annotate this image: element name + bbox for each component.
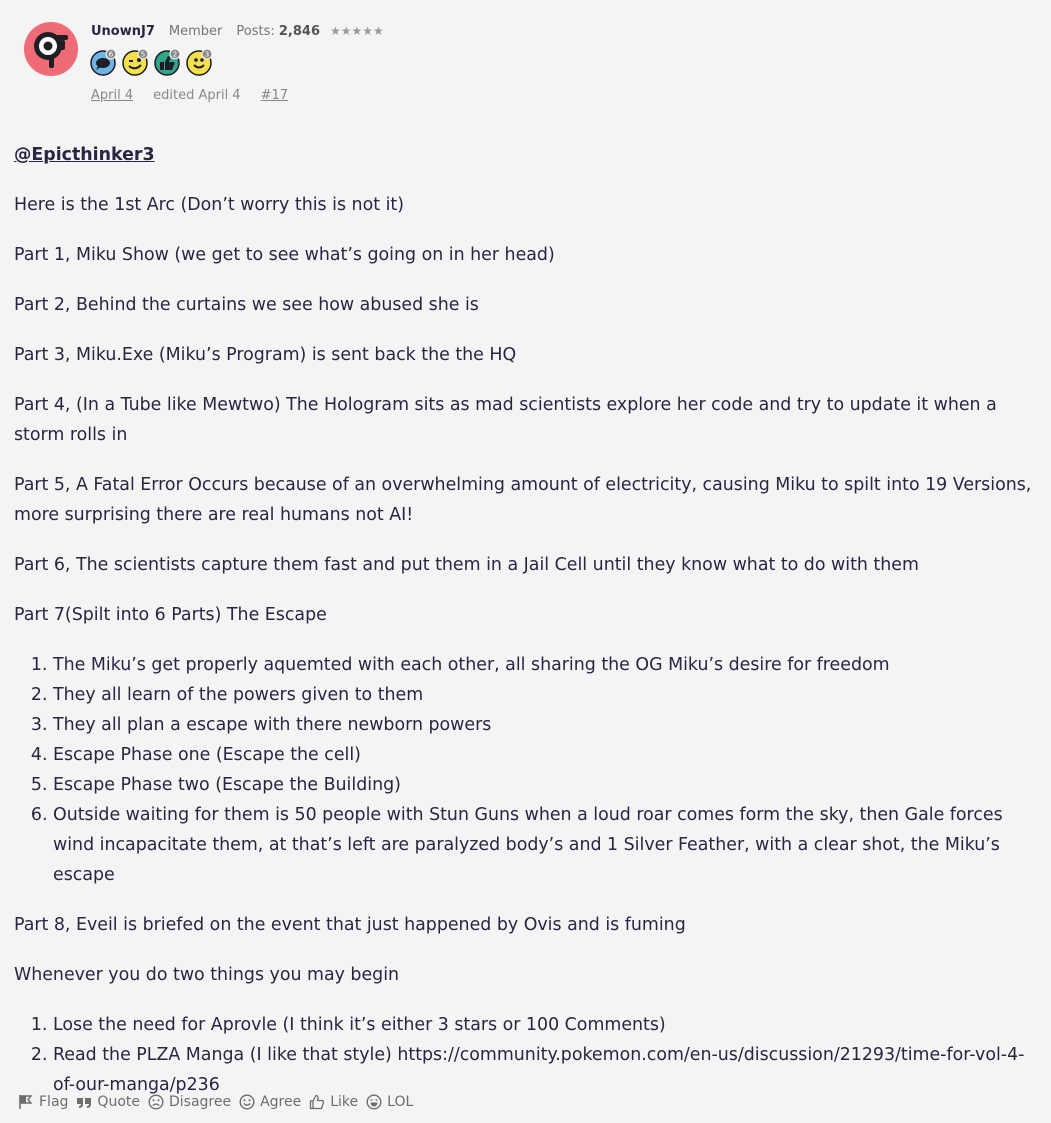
post-date-link[interactable]: April 4 bbox=[91, 88, 134, 103]
badge-number: 6 bbox=[108, 50, 114, 59]
thumbs-up-icon bbox=[309, 1094, 325, 1110]
thumbs-up-badge-icon[interactable] bbox=[154, 48, 182, 76]
lol-button[interactable] bbox=[366, 1094, 413, 1110]
paragraph: Part 4, (In a Tube like Mewtwo) The Hologram sits as mad scientists explore her code and try to update it when a storm rolls in bbox=[14, 395, 997, 445]
permalink[interactable]: #17 bbox=[260, 88, 289, 103]
quote-label: Quote bbox=[97, 1094, 140, 1110]
paragraph: Part 3, Miku.Exe (Miku’s Program) is sent back the the HQ bbox=[14, 345, 517, 365]
badge-number: 3 bbox=[204, 50, 210, 59]
badge-number: 5 bbox=[140, 50, 146, 59]
agree-label: Agree bbox=[260, 1094, 302, 1110]
list-item: 2. They all learn of the powers given to them bbox=[53, 680, 1039, 710]
escape-list bbox=[14, 650, 1039, 890]
list-item: 3. They all plan a escape with there newborn powers bbox=[53, 710, 1039, 740]
list-item: 4. Escape Phase one (Escape the cell) bbox=[53, 740, 1039, 770]
agree-button[interactable] bbox=[239, 1094, 301, 1110]
smile-badge-icon[interactable] bbox=[186, 48, 214, 76]
rank-stars: ★★★★★ bbox=[330, 24, 384, 38]
like-label: Like bbox=[330, 1094, 359, 1110]
user-avatar[interactable] bbox=[24, 22, 78, 76]
flag-button[interactable] bbox=[18, 1094, 68, 1110]
post-header bbox=[22, 20, 722, 115]
laugh-icon bbox=[366, 1094, 382, 1110]
paragraph: Whenever you do two things you may begin bbox=[14, 965, 400, 985]
like-button[interactable] bbox=[309, 1094, 358, 1110]
posts-label: Posts: bbox=[236, 24, 275, 39]
author-meta bbox=[91, 24, 384, 39]
paragraph: Here is the 1st Arc (Don’t worry this is not it) bbox=[14, 195, 404, 215]
posts-value: 2,846 bbox=[278, 24, 320, 39]
post-date-row bbox=[91, 88, 288, 103]
list-item: 1. The Miku’s get properly aquemted with each other, all sharing the OG Miku’s desire for freedom bbox=[53, 650, 1039, 680]
disagree-label: Disagree bbox=[168, 1094, 232, 1110]
paragraph: Part 5, A Fatal Error Occurs because of an overwhelming amount of electricity, causing Miku to spilt into 19 Versions, more surprising there are real humans not AI! bbox=[14, 475, 1032, 525]
disagree-button[interactable] bbox=[148, 1094, 231, 1110]
user-role: Member bbox=[168, 24, 223, 39]
list-item: 2. Read the PLZA Manga (I like that style) https://community.pokemon.com/en-us/discussion/21293/time-for-vol-4-of-our-manga/p236 bbox=[53, 1040, 1039, 1100]
flag-icon bbox=[18, 1094, 34, 1110]
quote-icon bbox=[76, 1094, 92, 1110]
flag-label: Flag bbox=[39, 1094, 69, 1110]
list-item: 5. Escape Phase two (Escape the Building) bbox=[53, 770, 1039, 800]
quote-button[interactable] bbox=[76, 1094, 140, 1110]
post-count bbox=[236, 24, 320, 39]
paragraph: Part 7(Spilt into 6 Parts) The Escape bbox=[14, 605, 327, 625]
edited-label: edited April 4 bbox=[153, 88, 241, 103]
list-item: 1. Lose the need for Aprovle (I think it’s either 3 stars or 100 Comments) bbox=[53, 1010, 1039, 1040]
paragraph: Part 1, Miku Show (we get to see what’s going on in her head) bbox=[14, 245, 555, 265]
wink-badge-icon[interactable] bbox=[122, 48, 150, 76]
post-body bbox=[14, 140, 1039, 1120]
frown-icon bbox=[148, 1094, 164, 1110]
reaction-bar bbox=[18, 1094, 421, 1110]
user-mention-link[interactable]: @Epicthinker3 bbox=[14, 145, 155, 165]
paragraph: Part 8, Eveil is briefed on the event that just happened by Ovis and is fuming bbox=[14, 915, 686, 935]
username-link[interactable]: UnownJ7 bbox=[91, 24, 155, 39]
badge-row bbox=[90, 48, 214, 76]
list-item: 6. Outside waiting for them is 50 people with Stun Guns when a loud roar comes form the sky, then Gale forces wind incapacitate them, at that’s left are paralyzed body’s and 1 Silver Feather, with a clear shot, the Miku’s escape bbox=[53, 800, 1039, 890]
comment-badge-icon[interactable] bbox=[90, 48, 118, 76]
begin-list bbox=[14, 1010, 1039, 1100]
paragraph: Part 6, The scientists capture them fast and put them in a Jail Cell until they know what to do with them bbox=[14, 555, 919, 575]
lol-label: LOL bbox=[387, 1094, 414, 1110]
paragraph: Part 2, Behind the curtains we see how abused she is bbox=[14, 295, 479, 315]
badge-number: 2 bbox=[172, 50, 178, 59]
smile-icon bbox=[239, 1094, 255, 1110]
